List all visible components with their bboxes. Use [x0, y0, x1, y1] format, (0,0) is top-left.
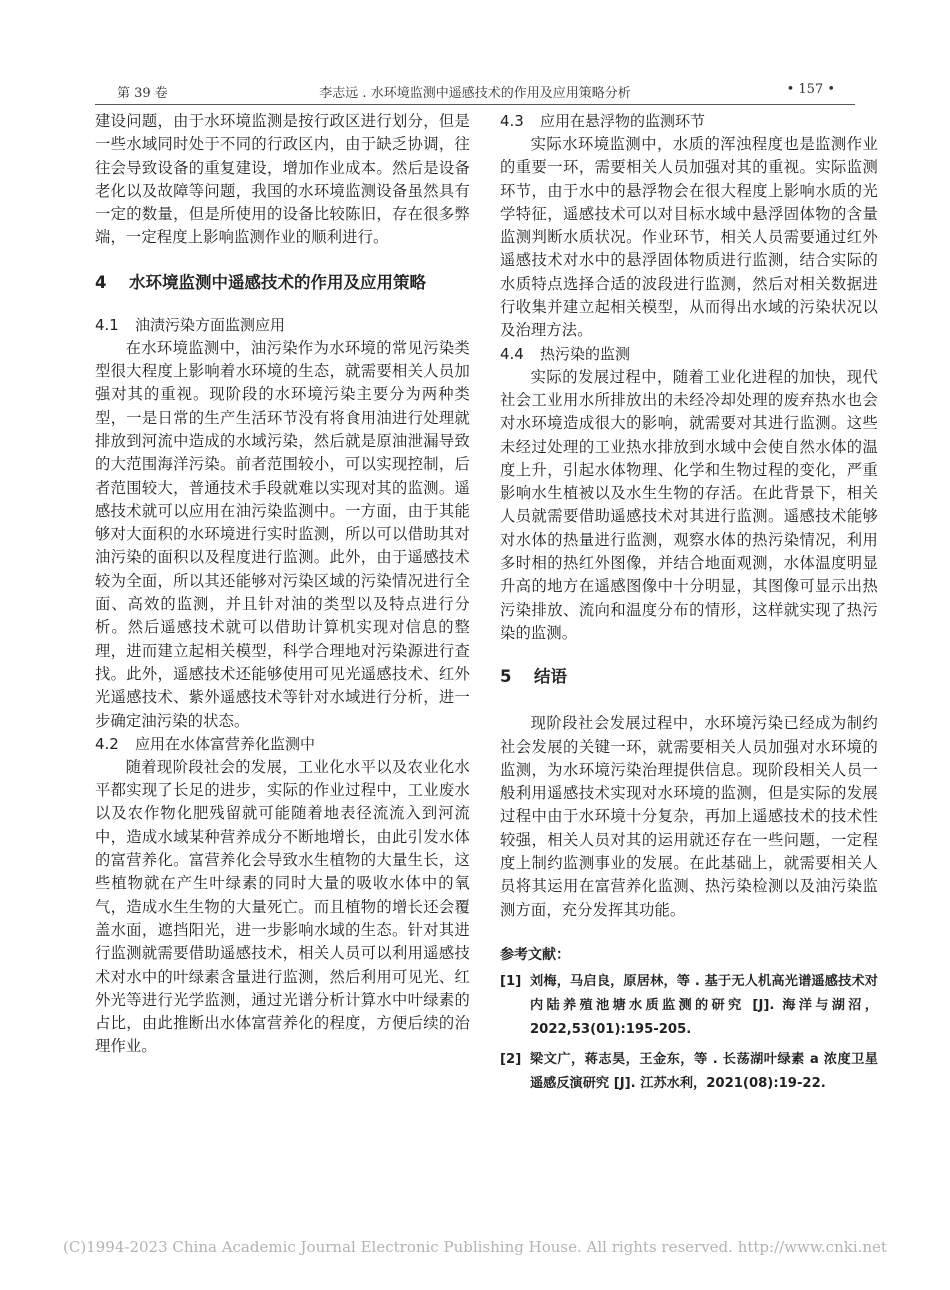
running-header — [95, 78, 855, 104]
section-5-text: 现阶段社会发展过程中，水环境污染已经成为制约社会发展的关键一环，就需要相关人员加强对水环境的监测，为水环境污染治理提供信息。现阶段相关人员一般利用遥感技术实现对水环境的监测，但是实际的发展过程中由于水环境十分复杂，再加上遥感技术的技术性较强，相关人员对其的运用就还存在一些问题，一定程度上制约监测事业的发展。在此基础上，就需要相关人员将其运用在富营养化监测、热污染检测以及油污染监测方面，充分发挥其功能。 — [500, 714, 878, 919]
section-4-3-text: 实际水环境监测中，水质的浑浊程度也是监测作业的重要一环，需要相关人员加强对其的重视。实际监测环节，由于水中的悬浮物会在很大程度上影响水质的光学特征，遥感技术可以对目标水域中悬浮固体物的含量监测判断水质状况。作业环节，相关人员需要通过红外遥感技术对水中的悬浮固体物质进行监测，结合实际的水质特点选择合适的波段进行监测，然后对相关数据进行收集并建立起相关模型，从而得出水域的污染状况以及治理方法。 — [500, 135, 878, 340]
section-4-title: 水环境监测中遥感技术的作用及应用策略 — [129, 272, 426, 292]
references-title: 参考文献： — [500, 946, 570, 963]
section-4-4-title: 热污染的监测 — [540, 344, 631, 363]
reference-text: 刘梅，马启良，原居林，等 . 基于无人机高光谱遥感技术对内陆养殖池塘水质监测的研究 [J]. 海洋与湖沼，2022,53(01):195-205. — [530, 973, 878, 1037]
section-4-4-heading — [500, 343, 878, 366]
section-4-3-heading — [500, 110, 878, 133]
reference-text: 梁文广，蒋志昊，王金东，等 . 长荡湖叶绿素 a 浓度卫星遥感反演研究 [J]. 江苏水利，2021(08):19-22. — [530, 1051, 878, 1091]
reference-number: [1] — [500, 973, 522, 989]
section-4-2-title: 应用在水体富营养化监测中 — [135, 734, 316, 753]
reference-item — [500, 1048, 878, 1096]
page-number: • 157 • — [786, 82, 835, 97]
section-4-number: 4 — [95, 272, 107, 292]
section-4-1-number: 4.1 — [95, 315, 119, 334]
section-4-3-number: 4.3 — [500, 112, 524, 130]
section-4-1-title: 油渍污染方面监测应用 — [135, 315, 286, 334]
section-4-2-text: 随着现阶段社会的发展，工业化水平以及农业化水平都实现了长足的进步，实际的作业过程中，工业废水以及农作物化肥残留就可能随着地表径流流入到河流中，造成水域某种营养成分不断地增长，由此引发水体的富营养化。富营养化会导致水生植物的大量生长，这些植物就在产生叶绿素的同时大量的吸收水体中的氧气，造成水生生物的大量死亡。而且植物的增长还会覆盖水面，遮挡阳光，进一步影响水域的生态。针对其进行监测就需要借助遥感技术，相关人员可以利用遥感技术对水中的叶绿素含量进行监测，然后利用可见光、红外光等进行光学监测，通过光谱分析计算水中叶绿素的占比，由此推断出水体富营养化的程度，方便后续的治理作业。 — [95, 757, 470, 1056]
section-4-heading — [95, 271, 470, 295]
section-5-title: 结语 — [534, 667, 567, 687]
header-divider — [95, 104, 855, 105]
section-4-2-number: 4.2 — [95, 734, 119, 753]
section-4-4-number: 4.4 — [500, 344, 524, 363]
left-column — [95, 110, 470, 1059]
section-5-number: 5 — [500, 667, 512, 687]
volume-label: 第 39 卷 — [117, 86, 168, 101]
section-5-heading — [500, 665, 878, 689]
copyright-footer: (C)1994-2023 China Academic Journal Electronic Publishing House. All rights reserved. http://www.cnki.net — [63, 1238, 887, 1256]
section-4-1-text: 在水环境监测中，油污染作为水环境的常见污染类型很大程度上影响着水环境的生态，就需要相关人员加强对其的重视。现阶段的水环境污染主要分为两种类型，一是日常的生产生活环节没有将食用油进行处理就排放到河流中造成的水域污染，然后就是原油泄漏导致的大范围海洋污染。前者范围较小，可以实现控制，后者范围较大，普通技术手段就难以实现对其的监测。遥感技术就可以应用在油污染监测中。一方面，由于其能够对大面积的水环境进行实时监测，所以可以借助其对油污染的面积以及程度进行监测。此外，由于遥感技术较为全面，所以其还能够对污染区域的污染情况进行全面、高效的监测，并且针对油的类型以及特点进行分析。然后遥感技术就可以借助计算机实现对信息的整理，进而建立起相关模型，科学合理地对污染源进行查找。此外，遥感技术还能够使用可见光遥感技术、红外光遥感技术、紫外遥感技术等针对水域进行分析，进一步确定油污染的状态。 — [95, 338, 470, 730]
reference-item — [500, 970, 878, 1042]
right-column — [500, 110, 878, 1096]
section-4-2-heading — [95, 733, 470, 756]
intro-paragraph: 建设问题，由于水环境监测是按行政区进行划分，但是一些水域同时处于不同的行政区内，由于缺乏协调，往往会导致设备的重复建设，增加作业成本。然后是设备老化以及故障等问题，我国的水环境监测设备虽然具有一定的数量，但是所使用的设备比较陈旧，存在很多弊端，一定程度上影响监测作业的顺利进行。 — [95, 112, 470, 247]
section-4-1-heading — [95, 314, 470, 337]
section-4-3-title: 应用在悬浮物的监测环节 — [540, 112, 706, 130]
reference-number: [2] — [500, 1051, 522, 1067]
section-4-4-text: 实际的发展过程中，随着工业化进程的加快，现代社会工业用水所排放出的未经冷却处理的废弃热水也会对水环境造成很大的影响，就需要对其进行监测。这些未经过处理的工业热水排放到水域中会使自然水体的温度上升，引起水体物理、化学和生物过程的变化，严重影响水生植被以及水生生物的存活。在此背景下，相关人员就需要借助遥感技术对其进行监测。遥感技术能够对水体的热量进行监测，观察水体的热污染情况，利用多时相的热红外图像，并结合地面观测，水体温度明显升高的地方在遥感图像中十分明显，其图像可显示出热污染排放、流向和温度分布的情形，这样就实现了热污染的监测。 — [500, 367, 878, 642]
article-running-title: 李志远 . 水环境监测中遥感技术的作用及应用策略分析 — [319, 86, 631, 101]
